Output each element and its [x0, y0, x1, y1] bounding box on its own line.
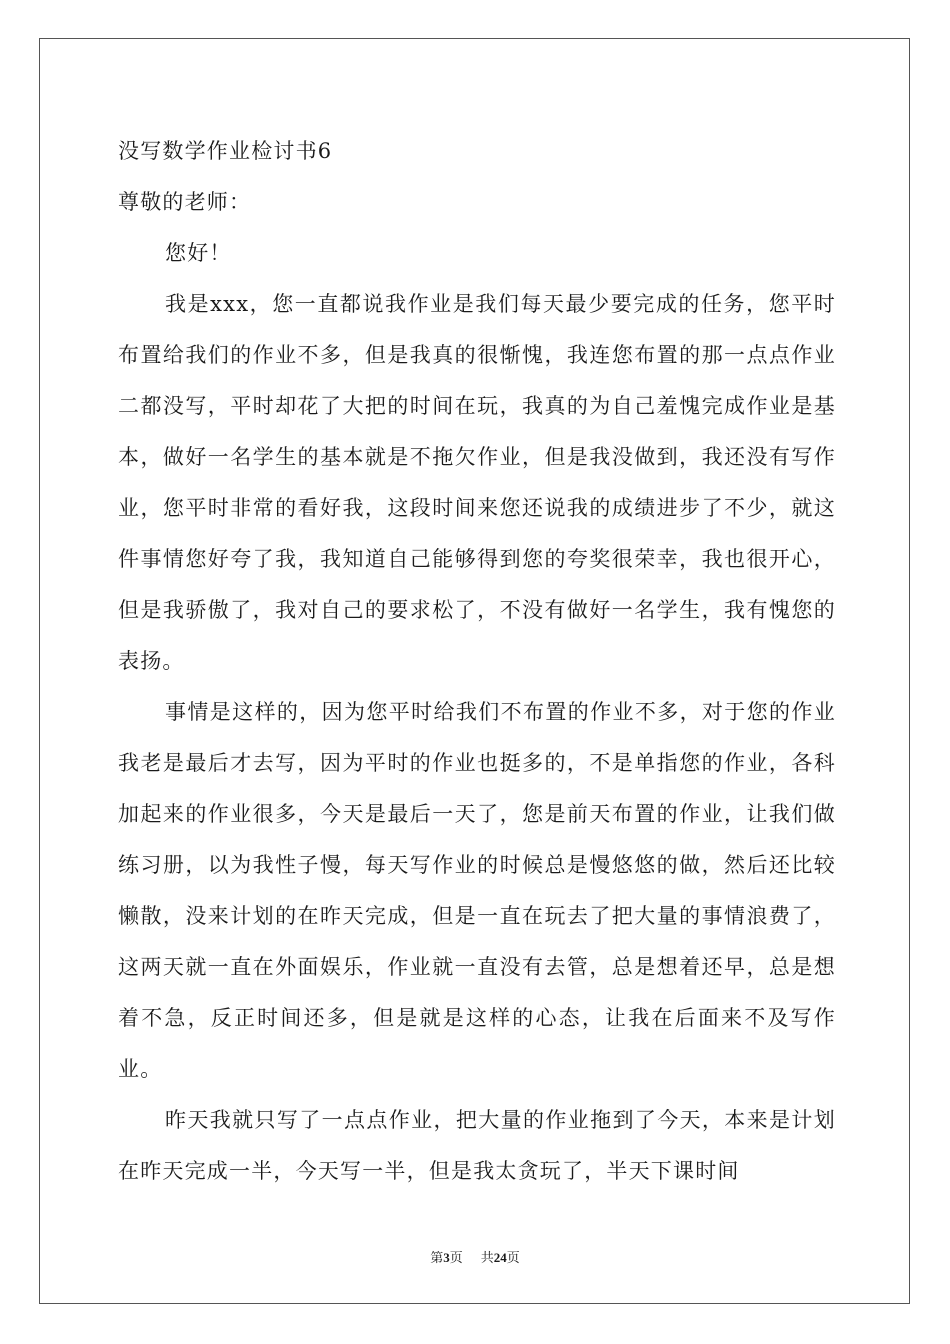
document-title: 没写数学作业检讨书6 [118, 139, 333, 163]
total-suffix: 页 [506, 1250, 520, 1265]
page-prefix: 第 [430, 1250, 444, 1265]
total-pages: 24 [493, 1250, 507, 1265]
paragraph-2: 事情是这样的，因为您平时给我们不布置的作业不多，对于您的作业我老是最后才去写，因为平时的作业也挺多的，不是单指您的作业，各科加起来的作业很多，今天是最后一天了，您是前天布置的作业，让我们做练习册，以为我性子慢，每天写作业的时候总是慢悠悠的做，然后还比较懒散，没来计划的在昨天完成，但是一直在玩去了把大量的事情浪费了，这两天就一直在外面娱乐，作业就一直没有去管，总是想着还早，总是想着不急，反正时间还多，但是就是这样的心态，让我在后面来不及写作业。 [118, 700, 836, 1081]
page-suffix: 页 [449, 1250, 463, 1265]
page-number: 3 [443, 1250, 450, 1265]
greeting: 您好！ [165, 241, 232, 265]
paragraph-3: 昨天我就只写了一点点作业，把大量的作业拖到了今天，本来是计划在昨天完成一半，今天写一半，但是我太贪玩了，半天下课时间 [118, 1108, 836, 1183]
salutation: 尊敬的老师： [118, 190, 252, 214]
paragraph-1: 我是xxx，您一直都说我作业是我们每天最少要完成的任务，您平时布置给我们的作业不多，但是我真的很惭愧，我连您布置的那一点点作业二都没写，平时却花了大把的时间在玩，我真的为自己羞愧完成作业是基本，做好一名学生的基本就是不拖欠作业，但是我没做到，我还没有写作业，您平时非常的看好我，这段时间来您还说我的成绩进步了不少，就这件事情您好夸了我，我知道自己能够得到您的夸奖很荣幸，我也很开心，但是我骄傲了，我对自己的要求松了，不没有做好一名学生，我有愧您的表扬。 [118, 292, 836, 673]
document-body [118, 126, 836, 1197]
total-prefix: 共 [480, 1250, 494, 1265]
page-footer [0, 1247, 950, 1266]
